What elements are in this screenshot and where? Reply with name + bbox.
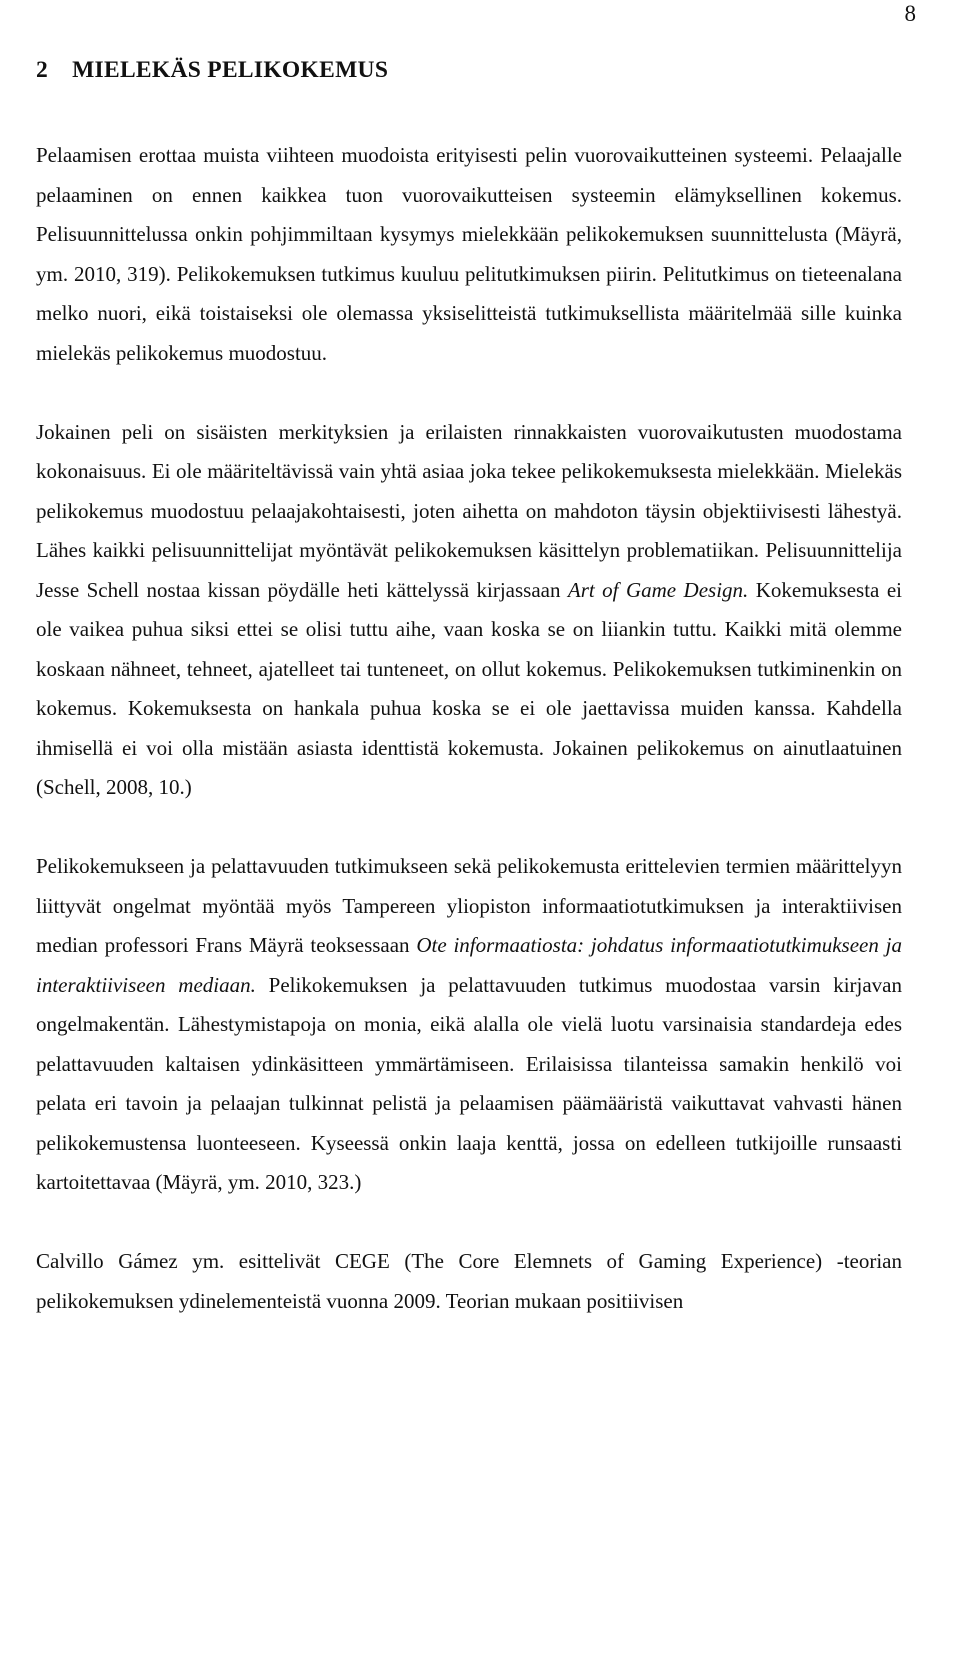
section-number: 2 [36,57,49,83]
paragraph-4: Calvillo Gámez ym. esittelivät CEGE (The Core Elemnets of Gaming Experience) -teorian pelikokemuksen ydinelementeistä vuonna 2009. Teorian mukaan positiivisen [36,1249,902,1313]
paragraph-3-text-a: Pelikokemukseen ja pelattavuuden tutkimukseen sekä pelikokemusta erittelevien termien määrittelyyn liittyvät ongelmat myöntää myös Tampereen yliopiston informaatiotutkimuksen ja interaktiivisen median professori Frans Mäyrä teoksessaan [36,854,902,957]
section-heading [36,57,388,84]
paragraph-2-text-b: Kokemuksesta ei ole vaikea puhua siksi ettei se olisi tuttu aihe, vaan koska se on liiankin tuttu. Kaikki mitä olemme koskaan nähneet, tehneet, ajatelleet tai tunteneet, on ollut kokemus. Pelikokemuksen tutkiminenkin on kokemus. Kokemuksesta on hankala puhua koska se ei ole jaettavissa muiden kanssa. Kahdella ihmisellä ei voi olla mistään asiasta identtistä kokemusta. Jokainen pelikokemus on ainutlaatuinen (Schell, 2008, 10.) [36,577,902,799]
paragraph-1: Pelaamisen erottaa muista viihteen muodoista erityisesti pelin vuorovaikutteinen systeemi. Pelaajalle pelaaminen on ennen kaikkea tuon vuorovaikutteisen systeemin elämyksellinen kokemus. Pelisuunnittelussa onkin pohjimmiltaan kysymys mielekkään pelikokemuksen suunnittelusta (Mäyrä, ym. 2010, 319). Pelikokemuksen tutkimus kuuluu pelitutkimuksen piirin. Pelitutkimus on tieteenalana melko nuori, eikä toistaiseksi ole olemassa yksiselitteistä tutkimuksellista määritelmää sille kuinka mielekäs pelikokemus muodostuu. [36,143,902,365]
book-title-mayra: Ote informaatiosta: johdatus informaatiotutkimukseen ja interaktiiviseen mediaan. [36,933,902,997]
paragraph-3 [36,847,902,1203]
paragraph-2-text-a: Jokainen peli on sisäisten merkityksien ja erilaisten rinnakkaisten vuorovaikutusten muodostama kokonaisuus. Ei ole määriteltävissä vain yhtä asiaa joka tekee pelikokemuksesta mielekkään. Mielekäs pelikokemus muodostuu pelaajakohtaisesti, joten aihetta on mahdoton täysin objektiivisesti lähestyä. Lähes kaikki pelisuunnittelijat myöntävät pelikokemuksen käsittelyn problematiikan. Pelisuunnittelija Jesse Schell nostaa kissan pöydälle heti kättelyssä kirjassaan [36,419,902,602]
body-text [36,136,902,1321]
paragraph-2 [36,413,902,808]
book-title-schell: Art of Game Design. [567,577,749,602]
section-title: MIELEKÄS PELIKOKEMUS [72,57,389,83]
page-number: 8 [904,1,916,26]
paragraph-3-text-b: Pelikokemuksen ja pelattavuuden tutkimus muodostaa varsin kirjavan ongelmakentän. Lähestymistapoja on monia, eikä alalla ole vielä luotu varsinaisia standardeja edes pelattavuuden kaltaisen ydinkäsitteen ymmärtämiseen. Erilaisissa tilanteissa samakin henkilö voi pelata eri tavoin ja pelaajan tulkinnat pelistä ja pelaamisen päämääristä vaikuttavat vahvasti hänen pelikokemustensa luonteeseen. Kyseessä onkin laaja kenttä, jossa on edelleen tutkijoille runsaasti kartoitettavaa (Mäyrä, ym. 2010, 323.) [36,972,902,1194]
